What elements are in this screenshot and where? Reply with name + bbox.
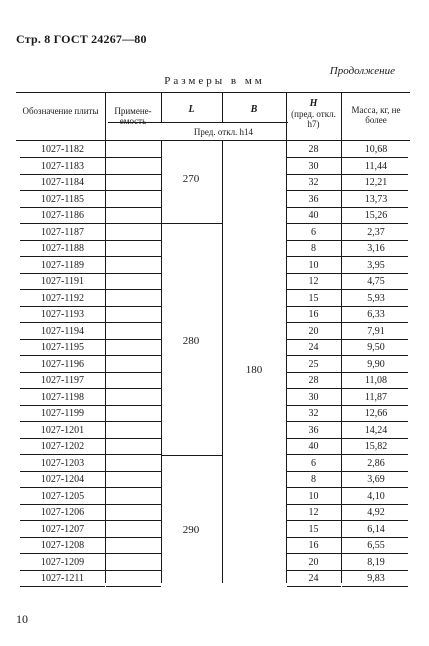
table-row xyxy=(16,439,410,455)
mass-cell: 15,82 xyxy=(364,441,388,452)
dimensions-table xyxy=(16,92,410,583)
designation-cell: 1027-1211 xyxy=(41,573,84,584)
table-row xyxy=(16,555,410,571)
table-row xyxy=(16,472,410,488)
mass-cell: 4,75 xyxy=(367,276,385,287)
H-cell: 16 xyxy=(308,309,319,320)
header-tolerance-h14: Пред. откл. h14 xyxy=(193,127,254,137)
H-cell: 8 xyxy=(311,474,316,485)
table-row xyxy=(16,357,410,373)
designation-cell: 1027-1203 xyxy=(40,457,85,469)
mass-cell: 3,69 xyxy=(367,474,385,485)
H-cell: 6 xyxy=(311,226,316,238)
H-cell: 15 xyxy=(308,292,319,304)
header-bottom-rule xyxy=(16,140,410,141)
table-row xyxy=(16,175,410,191)
table-row xyxy=(16,373,410,389)
designation-cell: 1027-1185 xyxy=(41,193,84,205)
mass-cell: 9,50 xyxy=(367,342,385,353)
mass-cell: 4,10 xyxy=(367,490,385,502)
L-group-290: 290 xyxy=(182,524,200,536)
mass-cell: 10,68 xyxy=(364,144,388,155)
designation-cell: 1027-1182 xyxy=(41,144,84,155)
designation-cell: 1027-1207 xyxy=(40,523,85,535)
mass-cell: 8,19 xyxy=(367,556,385,568)
H-cell: 12 xyxy=(308,276,319,287)
L-group-270: 270 xyxy=(182,173,200,185)
H-cell: 24 xyxy=(308,342,319,353)
mass-cell: 11,87 xyxy=(364,391,388,403)
designation-cell: 1027-1197 xyxy=(41,375,84,386)
row-rule xyxy=(287,586,341,587)
designation-cell: 1027-1202 xyxy=(40,441,85,452)
table-row xyxy=(16,225,410,241)
H-cell: 10 xyxy=(308,259,319,271)
mass-cell: 5,93 xyxy=(367,292,385,304)
mass-cell: 6,14 xyxy=(367,523,385,535)
H-cell: 6 xyxy=(311,457,316,469)
mass-cell: 13,73 xyxy=(364,193,388,205)
H-cell: 32 xyxy=(308,408,319,419)
H-cell: 24 xyxy=(308,573,319,584)
designation-cell: 1027-1205 xyxy=(40,490,85,502)
mass-cell: 11,44 xyxy=(364,160,388,172)
table-row xyxy=(16,340,410,356)
table-row xyxy=(16,423,410,439)
mass-cell: 11,08 xyxy=(364,375,388,386)
H-cell: 10 xyxy=(308,490,319,502)
table-row xyxy=(16,307,410,323)
H-cell: 30 xyxy=(308,160,319,172)
H-cell: 36 xyxy=(308,424,319,436)
mass-cell: 12,66 xyxy=(364,408,388,419)
dimensions-caption: Размеры в мм xyxy=(164,75,265,87)
H-cell: 12 xyxy=(308,507,319,518)
H-cell: 32 xyxy=(308,177,319,188)
header-vline xyxy=(341,92,342,140)
table-row xyxy=(16,489,410,505)
designation-cell: 1027-1198 xyxy=(41,391,84,403)
table-row xyxy=(16,538,410,554)
table-row xyxy=(16,390,410,406)
row-rule xyxy=(342,586,408,587)
designation-cell: 1027-1187 xyxy=(41,226,84,238)
header-applicability: Примене- емость xyxy=(114,106,152,126)
table-top-rule xyxy=(16,92,410,93)
header-L: L xyxy=(188,104,195,115)
mass-cell: 14,24 xyxy=(364,424,388,436)
H-cell: 20 xyxy=(308,325,319,337)
row-rule xyxy=(106,586,161,587)
H-cell: 20 xyxy=(308,556,319,568)
row-rule xyxy=(20,586,105,587)
header-mass: Масса, кг, не более xyxy=(351,105,401,125)
H-cell: 28 xyxy=(308,375,319,386)
B-value: 180 xyxy=(245,364,263,376)
table-row xyxy=(16,159,410,175)
mass-cell: 3,95 xyxy=(367,259,385,271)
header-B: B xyxy=(250,104,258,115)
designation-cell: 1027-1183 xyxy=(41,160,84,172)
table-row xyxy=(16,456,410,472)
designation-cell: 1027-1204 xyxy=(40,474,85,485)
mass-cell: 15,26 xyxy=(364,210,388,221)
page-number: 10 xyxy=(16,612,28,626)
designation-cell: 1027-1201 xyxy=(40,424,85,436)
H-cell: 15 xyxy=(308,523,319,535)
mass-cell: 6,33 xyxy=(367,309,385,320)
designation-cell: 1027-1199 xyxy=(41,408,84,419)
L-group-280: 280 xyxy=(182,335,200,347)
designation-cell: 1027-1196 xyxy=(41,358,84,370)
table-row xyxy=(16,241,410,257)
table-row xyxy=(16,522,410,538)
designation-cell: 1027-1184 xyxy=(41,177,84,188)
table-row xyxy=(16,571,410,587)
designation-cell: 1027-1189 xyxy=(41,259,84,271)
header-H-tolerance: (пред. откл. h7) xyxy=(291,109,336,129)
designation-cell: 1027-1193 xyxy=(41,309,84,320)
H-cell: 8 xyxy=(311,243,316,254)
table-row xyxy=(16,406,410,422)
table-row xyxy=(16,208,410,224)
mass-cell: 12,21 xyxy=(364,177,388,188)
mass-cell: 7,91 xyxy=(367,325,385,337)
designation-cell: 1027-1186 xyxy=(41,210,84,221)
H-cell: 40 xyxy=(308,441,319,452)
mass-cell: 9,90 xyxy=(367,358,385,370)
designation-cell: 1027-1209 xyxy=(40,556,85,568)
designation-cell: 1027-1208 xyxy=(40,540,85,551)
designation-cell: 1027-1206 xyxy=(40,507,85,518)
H-cell: 28 xyxy=(308,144,319,155)
header-designation: Обозначение плиты xyxy=(22,106,99,116)
designation-cell: 1027-1194 xyxy=(41,325,84,337)
H-cell: 40 xyxy=(308,210,319,221)
H-cell: 30 xyxy=(308,391,319,403)
designation-cell: 1027-1191 xyxy=(41,276,84,287)
mass-cell: 3,16 xyxy=(367,243,385,254)
H-cell: 25 xyxy=(308,358,319,370)
mass-cell: 6,55 xyxy=(367,540,385,551)
page-header: Стр. 8 ГОСТ 24267—80 xyxy=(16,32,147,46)
mass-cell: 2,86 xyxy=(367,457,385,469)
designation-cell: 1027-1188 xyxy=(41,243,84,254)
H-cell: 16 xyxy=(308,540,319,551)
mass-cell: 9,83 xyxy=(367,573,385,584)
header-H: H xyxy=(309,98,318,109)
mass-cell: 4,92 xyxy=(367,507,385,518)
table-row xyxy=(16,142,410,158)
table-row xyxy=(16,192,410,208)
table-row xyxy=(16,274,410,290)
table-row xyxy=(16,324,410,340)
designation-cell: 1027-1192 xyxy=(41,292,84,304)
table-row xyxy=(16,258,410,274)
table-row xyxy=(16,505,410,521)
continuation-label: Продолжение xyxy=(329,65,395,77)
table-row xyxy=(16,291,410,307)
designation-cell: 1027-1195 xyxy=(41,342,84,353)
H-cell: 36 xyxy=(308,193,319,205)
mass-cell: 2,37 xyxy=(367,226,385,238)
